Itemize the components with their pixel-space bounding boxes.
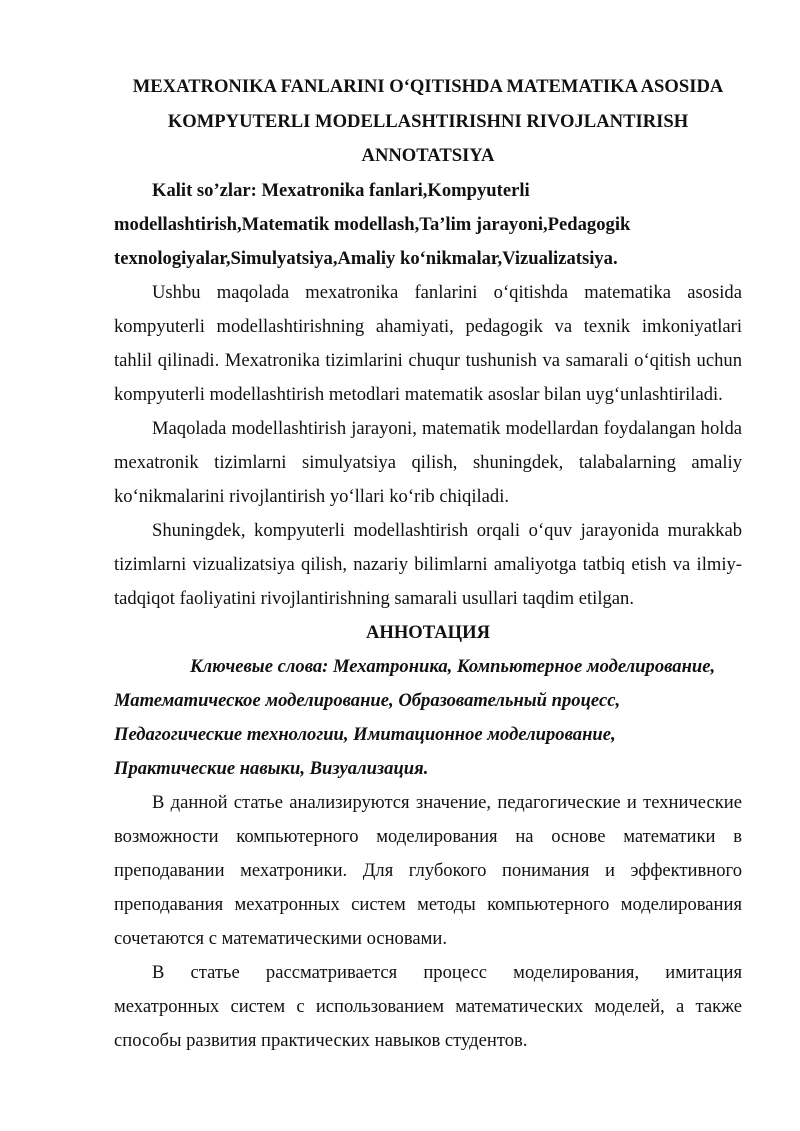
annotation-heading-uz: ANNOTATSIYA (361, 145, 495, 166)
abstract-ru-paragraph-1: В данной статье анализируются значение, педагогические и технические возможности компьютерного моделирования на основе математики в преподавании мехатроники. Для глубокого понимания и эффективного преподавания мехатронных систем методы компьютерного моделирования сочетаются с математическими основами. (114, 791, 742, 949)
title-line-1: MEXATRONIKA FANLARINI O‘QITISHDA MATEMATIKA ASOSIDA (132, 76, 724, 97)
keywords-ru (114, 650, 742, 786)
abstract-uz-paragraph-1: Ushbu maqolada mexatronika fanlarini o‘qitishda matematika asosida kompyuterli modellashtirishning ahamiyati, pedagogik va texnik imkoniyatlari tahlil qilinadi. Mexatronika tizimlarini chuqur tushunish va samarali o‘qitish uchun kompyuterli modellashtirish metodlari matematik asoslar bilan uyg‘unlashtiriladi. (114, 281, 742, 405)
keywords-uz-line-2: modellashtirish,Matematik modellash,Ta’lim jarayoni,Pedagogik (114, 213, 631, 235)
keywords-ru-line-3: Педагогические технологии, Имитационное моделирование, (114, 723, 616, 745)
keywords-uz-line-1: Kalit so’zlar: Mexatronika fanlari,Kompyuterli (152, 179, 530, 201)
keywords-uz (114, 174, 742, 276)
article-title (114, 70, 742, 174)
title-line-2: KOMPYUTERLI MODELLASHTIRISHNI RIVOJLANTIRISH (167, 110, 689, 132)
keywords-uz-line-3: texnologiyalar,Simulyatsiya,Amaliy ko‘nikmalar,Vizualizatsiya. (114, 247, 618, 269)
annotation-heading-ru: АННОТАЦИЯ (365, 621, 491, 643)
abstract-ru-paragraph-2: В статье рассматривается процесс моделирования, имитация мехатронных систем с использованием математических моделей, а также способы развития практических навыков студентов. (114, 961, 742, 1051)
keywords-ru-line-4: Практические навыки, Визуализация. (114, 757, 429, 779)
keywords-ru-line-2: Математическое моделирование, Образовательный процесс, (114, 689, 621, 711)
abstract-uz-paragraph-3: Shuningdek, kompyuterli modellashtirish orqali o‘quv jarayonida murakkab tizimlarni vizualizatsiya qilish, nazariy bilimlarni amaliyotga tatbiq etish va ilmiy-tadqiqot faoliyatini rivojlantirishning samarali usullari taqdim etilgan. (114, 519, 742, 609)
keywords-ru-line-1: Ключевые слова: Мехатроника, Компьютерное моделирование, (190, 655, 716, 677)
abstract-uz-paragraph-2: Maqolada modellashtirish jarayoni, matematik modellardan foydalangan holda mexatronik tizimlarni simulyatsiya qilish, shuningdek, talabalarning amaliy ko‘nikmalarini rivojlantirish yo‘llari ko‘rib chiqiladi. (114, 417, 742, 507)
